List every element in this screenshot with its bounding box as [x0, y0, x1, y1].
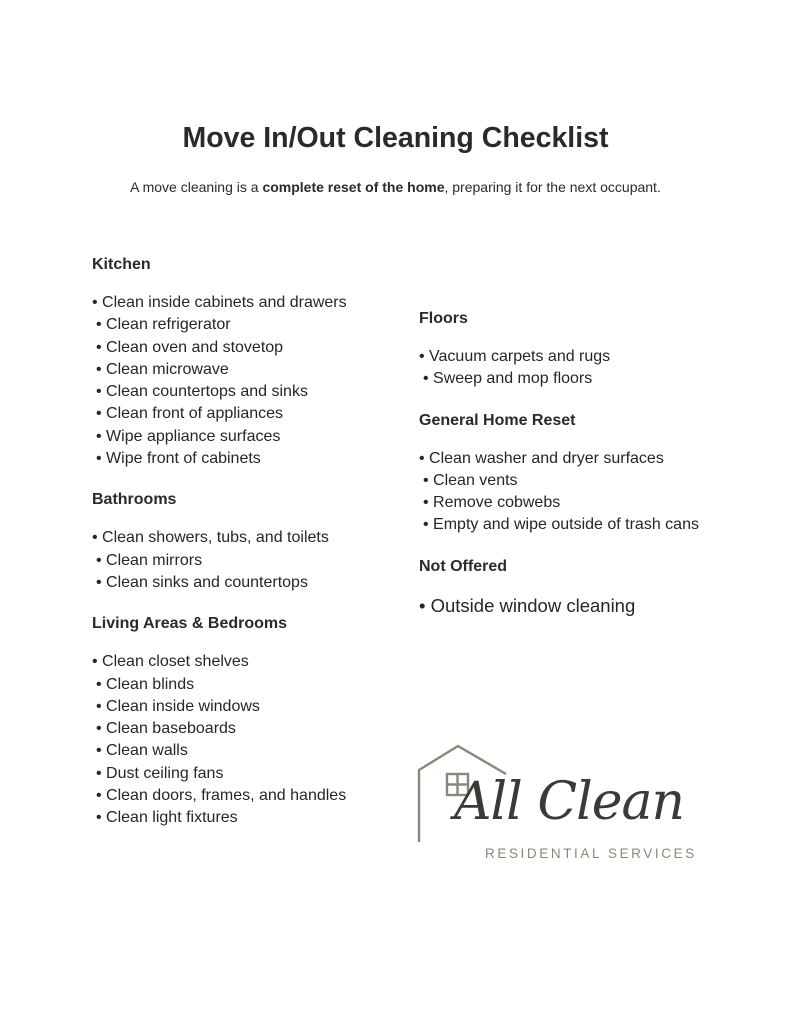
section-heading-bathrooms: Bathrooms	[92, 491, 177, 509]
section-heading-floors: Floors	[419, 310, 468, 327]
section-general-home-reset	[419, 411, 699, 537]
list-item: • Wipe appliance surfaces	[96, 427, 281, 445]
list-item: • Clean walls	[96, 742, 188, 760]
list-item: • Clean mirrors	[96, 551, 203, 569]
list-item: • Clean refrigerator	[96, 316, 231, 334]
subtitle-text-end: , preparing it for the next occupant.	[444, 179, 661, 195]
right-column	[419, 309, 699, 618]
logo-tagline: RESIDENTIAL SERVICES	[485, 846, 697, 861]
list-item: • Clean showers, tubs, and toilets	[92, 529, 329, 547]
section-heading-general-home-reset: General Home Reset	[419, 411, 576, 429]
section-heading-kitchen: Kitchen	[92, 256, 151, 273]
list-item: • Vacuum carpets and rugs	[419, 348, 611, 365]
list-item: • Clean inside windows	[96, 697, 260, 715]
subtitle-text-start: A move cleaning is a	[130, 179, 263, 195]
page-subtitle	[0, 179, 791, 195]
list-item: • Clean vents	[423, 471, 518, 489]
list-item: • Clean washer and dryer surfaces	[419, 449, 664, 467]
not-offered-list	[419, 594, 699, 618]
list-item: • Clean blinds	[96, 675, 195, 693]
section-living-areas	[92, 614, 392, 829]
living-areas-list	[92, 651, 392, 829]
section-heading-not-offered: Not Offered	[419, 557, 507, 575]
list-item: • Clean oven and stovetop	[96, 338, 284, 356]
list-item: • Clean baseboards	[96, 720, 236, 738]
kitchen-list	[92, 292, 392, 470]
section-bathrooms	[92, 490, 392, 594]
list-item: • Outside window cleaning	[419, 594, 636, 616]
section-not-offered	[419, 557, 699, 618]
list-item: • Sweep and mop floors	[423, 370, 593, 388]
list-item: • Clean sinks and countertops	[96, 573, 308, 591]
section-kitchen	[92, 255, 392, 470]
list-item: • Clean inside cabinets and drawers	[92, 294, 347, 311]
list-item: • Clean microwave	[96, 360, 229, 378]
page-title: Move In/Out Cleaning Checklist	[182, 122, 609, 154]
logo-script-text: All Clean	[454, 772, 685, 832]
general-home-reset-list	[419, 448, 699, 537]
list-item: • Clean front of appliances	[96, 405, 284, 423]
left-column	[92, 255, 392, 830]
list-item: • Remove cobwebs	[423, 494, 561, 512]
subtitle-text-bold: complete reset of the home	[262, 179, 445, 195]
list-item: • Wipe front of cabinets	[96, 450, 261, 468]
floors-list	[419, 346, 699, 391]
section-floors	[419, 309, 699, 391]
list-item: • Clean closet shelves	[92, 653, 249, 671]
list-item: • Clean light fixtures	[96, 809, 238, 827]
bathrooms-list	[92, 527, 392, 594]
section-heading-living-areas: Living Areas & Bedrooms	[92, 615, 288, 633]
list-item: • Dust ceiling fans	[96, 764, 224, 782]
list-item: • Clean doors, frames, and handles	[96, 787, 347, 805]
list-item: • Empty and wipe outside of trash cans	[423, 516, 699, 534]
list-item: • Clean countertops and sinks	[96, 383, 308, 401]
